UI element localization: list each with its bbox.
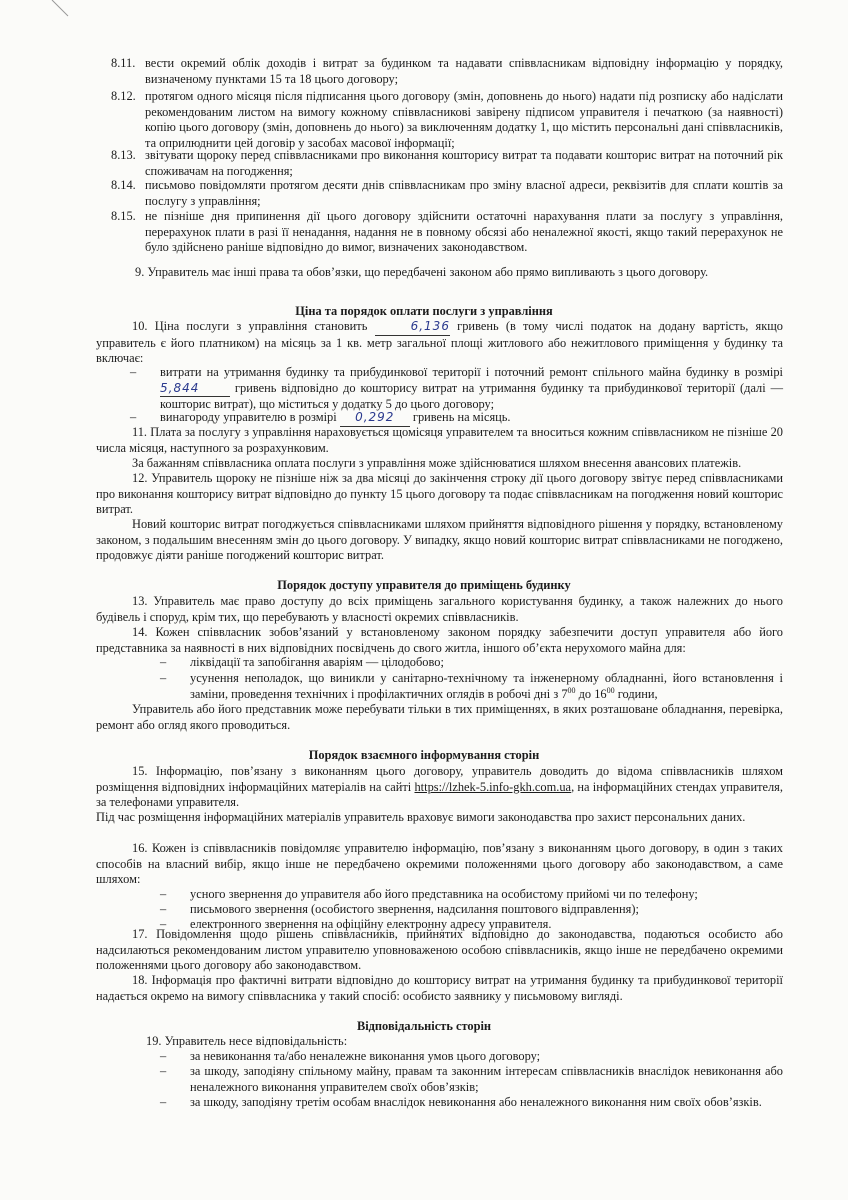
section-title-responsibility: Відповідальність сторін: [356, 1019, 492, 1033]
paragraph-15: 15. Інформацію, пов’язану з виконанням цього договору, управитель доводить до відома співвласників шляхом розміщення відповідних інформаційних матеріалів на сайті https://lzhek-5.info-gkh.com.ua, на інформаційних стендах управителя, за телефонами управителя.: [96, 764, 783, 809]
website-link[interactable]: https://lzhek-5.info-gkh.com.ua: [414, 779, 572, 794]
maintenance-handwritten-field: 5,844: [160, 381, 230, 398]
item-8-13: 8.13. звітувати щороку перед співвласниками про виконання кошторису витрат та подавати кошторис витрат на поточний рік споживачам на погодження;: [111, 148, 783, 178]
paragraph-9: 9. Управитель має інші права та обов’язки, що передбачені законом або прямо випливають з цього договору.: [135, 265, 709, 279]
item-8-12: 8.12. протягом одного місяця після підписання цього договору (змін, доповнень до нього) надати під розписку або надіслати рекомендованим листом на вимогу кожному співвласникові завірену підписом управителя і печаткою (за наявності) копію цього договору (змін, доповнень до нього) за виключенням додатку 1, що містить персональні дані співвласників, та оприлюднити цей договір у засобах масової інформації;: [111, 89, 783, 150]
paragraph-13: 13. Управитель має право доступу до всіх приміщень загального користування будинку, а також належних до нього будівель і споруд, крім тих, що перебувають у власності окремих співвласників.: [96, 594, 783, 624]
info-dash-item-3: – електронного звернення на офіційну електронну адресу управителя.: [160, 917, 552, 931]
item-8-15: 8.15. не пізніше дня припинення дії цього договору здійснити остаточні нарахування плати за послугу з управління, перерахунок плати в разі її ненадання, надання не в повному обсязі або неналежної якості, якщо такий перерахунок не було здійснено раніше відповідно до вимог, визначених законодавством.: [111, 209, 783, 254]
item-8-11: 8.11. вести окремий облік доходів і витрат за будинком та надавати співвласникам відповідну інформацію у порядку, визначеному пунктами 15 та 18 цього договору;: [111, 56, 783, 86]
item-8-14: 8.14. письмово повідомляти протягом десяти днів співвласникам про зміну власної адреси, реквізитів для сплати коштів за послугу з управління;: [111, 178, 783, 208]
paragraph-17: 17. Повідомлення щодо рішень співвласників, прийнятих відповідно до законодавства, подаються особисто або надсилаються рекомендованим листом управителю уповноваженою особою співвласників, якщо інше не передбачено окремими положеннями цього договору або законодавством.: [96, 927, 783, 972]
resp-dash-item-1: – за невиконання та/або неналежне виконання умов цього договору;: [160, 1049, 541, 1063]
paragraph-12-new-estimate: Новий кошторис витрат погоджується співвласниками шляхом прийняття відповідного рішення у порядку, встановленому законом, з подальшим внесенням змін до цього договору. У випадку, якщо новий кошторис витрат співвласниками не погоджено, продовжує діяти раніше погоджений кошторис витрат.: [96, 517, 783, 562]
paragraph-12: 12. Управитель щороку не пізніше ніж за два місяці до закінчення строку дії цього договору звітує перед співвласниками про виконання кошторису витрат відповідно до пункту 15 цього договору та подає співвласникам на погодження новий кошторис витрат.: [96, 471, 783, 516]
info-dash-item-1: – усного звернення до управителя або його представника на особистому прийомі чи по телефону;: [160, 887, 698, 901]
paragraph-14: 14. Кожен співвласник зобов’язаний у встановленому законом порядку забезпечити доступ управителя або його представника за наявності в них відповідних посвідчень до свого житла, іншого об’єкта нерухомого майна для:: [96, 625, 783, 655]
section-title-information: Порядок взаємного інформування сторін: [308, 748, 540, 762]
resp-dash-item-2: – за шкоду, заподіяну спільному майну, правам та законним інтересам співвласників внаслідок невиконання або неналежного виконання управителем своїх обов’язків;: [160, 1064, 783, 1094]
section-title-access: Порядок доступу управителя до приміщень будинку: [277, 578, 571, 592]
resp-dash-item-3: – за шкоду, заподіяну третім особам внаслідок невиконання або неналежного виконання ним своїх обов’язків.: [160, 1095, 762, 1109]
paragraph-10: 10. Ціна послуги з управління становить 6,136 гривень (в тому числі податок на додану вартість, якщо управитель є його платником) на місяць за 1 кв. метр загальної площі житлового або нежитлового приміщення у будинку та включає:: [96, 319, 783, 365]
info-dash-item-2: – письмового звернення (особистого звернення, надсилання поштового відправлення);: [160, 902, 639, 916]
price-handwritten-field: 6,136: [375, 319, 450, 336]
paragraph-16: 16. Кожен із співвласників повідомляє управителю інформацію, пов’язану з виконанням цього договору, в один з таких способів на власний вибір, якщо інше не передбачено окремими положеннями цього договору або законодавством, а саме шляхом:: [96, 841, 783, 886]
paragraph-19: 19. Управитель несе відповідальність:: [146, 1034, 348, 1048]
reward-handwritten-field: 0,292: [340, 410, 410, 427]
paragraph-18: 18. Інформація про фактичні витрати відповідно до кошторису витрат на утримання будинку та прибудинкової території надається окремо на вимогу співвласника у такий спосіб: особисто заявнику у письмовому вигляді.: [96, 973, 783, 1003]
price-dash-item-1: – витрати на утримання будинку та прибудинкової території і поточний ремонт спільного майна будинку в розмірі 5,844 гривень відповідно до кошторису витрат на утримання будинку та прибудинкової території (далі — кошторис витрат), що міститься у додатку 5 до цього договору;: [130, 365, 783, 411]
page-fold-mark: [0, 0, 80, 30]
access-dash-item-2: – усунення неполадок, що виникли у санітарно-технічному та інженерному обладнанні, його встановлення і заміни, проведення технічних і профілактичних оглядів в робочі дні з $7^{00}$ до $16^{00}$ години,: [160, 671, 783, 701]
paragraph-15-personal-data: Під час розміщення інформаційних матеріалів управитель враховує вимоги законодавства про захист персональних даних.: [96, 810, 746, 824]
section-title-price: Ціна та порядок оплати послуги з управління: [295, 304, 553, 318]
access-dash-item-1: – ліквідації та запобігання аваріям — цілодобово;: [160, 655, 444, 669]
paragraph-14-presence: Управитель або його представник може перебувати тільки в тих приміщеннях, в яких розташоване обладнання, перевірка, ремонт або огляд якого проводиться.: [96, 702, 783, 732]
price-dash-item-2: – винагороду управителю в розмірі 0,292 гривень на місяць.: [160, 410, 783, 427]
paragraph-11: 11. Плата за послугу з управління нараховується щомісяця управителем та вноситься кожним співвласником не пізніше 20 числа місяця, наступного за розрахунковим.: [96, 425, 783, 455]
paragraph-11-advance: За бажанням співвласника оплата послуги з управління може здійснюватися шляхом внесення авансових платежів.: [132, 456, 742, 470]
